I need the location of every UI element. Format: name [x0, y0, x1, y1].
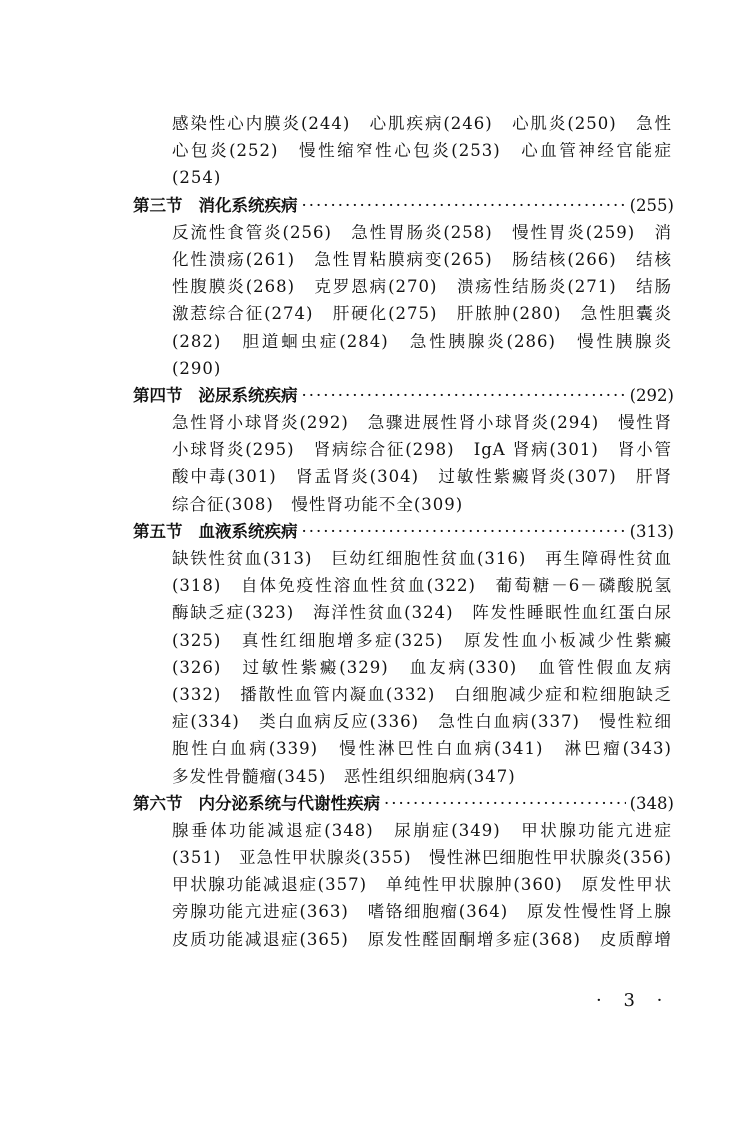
section-page: (313)	[629, 521, 674, 541]
toc-entry-line: 缺铁性贫血(313) 巨幼红细胞性贫血(316) 再生障碍性贫血	[172, 549, 672, 568]
section-heading	[133, 192, 674, 219]
section-page: (348)	[629, 793, 674, 813]
table-of-contents	[0, 110, 736, 953]
toc-entry-line: 化性溃疡(261) 急性胃粘膜病变(265) 肠结核(266) 结核	[172, 249, 672, 269]
toc-entry-line: (326) 过敏性紫癜(329) 血友病(330) 血管性假血友病	[172, 657, 672, 677]
toc-entry-line: (318) 自体免疫性溶血性贫血(322) 葡萄糖－6－磷酸脱氢	[172, 576, 672, 596]
toc-entry-line: (282) 胆道蛔虫症(284) 急性胰腺炎(286) 慢性胰腺炎	[172, 331, 672, 351]
toc-entry-line: (290)	[172, 358, 222, 378]
dot-leader	[302, 382, 626, 409]
toc-entry-line: (325) 真性红细胞增多症(325) 原发性血小板减少性紫癜	[172, 630, 672, 650]
section-page: (292)	[629, 385, 674, 405]
page-number: · 3 ·	[596, 990, 671, 1011]
toc-entry-line: 胞性白血病(339) 慢性淋巴性白血病(341) 淋巴瘤(343)	[172, 739, 672, 759]
section-title: 血液系统疾病	[198, 521, 298, 541]
toc-entry-line: 心包炎(252) 慢性缩窄性心包炎(253) 心血管神经官能症	[172, 141, 672, 161]
toc-entry-line: 性腹膜炎(268) 克罗恩病(270) 溃疡性结肠炎(271) 结肠	[172, 277, 672, 297]
section-title: 泌尿系统疾病	[198, 385, 298, 405]
toc-entry-line: 皮质功能减退症(365) 原发性醛固酮增多症(368) 皮质醇增	[172, 929, 672, 949]
dot-leader	[384, 790, 626, 817]
toc-entry-line: 甲状腺功能减退症(357) 单纯性甲状腺肿(360) 原发性甲状	[172, 875, 672, 895]
toc-entry-line: 感染性心内膜炎(244) 心肌疾病(246) 心肌炎(250) 急性	[172, 114, 672, 133]
section-number: 第五节	[133, 521, 183, 541]
section-number: 第六节	[133, 793, 183, 813]
toc-entry-line: 综合征(308) 慢性肾功能不全(309)	[172, 494, 464, 514]
section-heading	[133, 518, 674, 545]
section-title: 消化系统疾病	[198, 195, 298, 215]
toc-entry-line: (351) 亚急性甲状腺炎(355) 慢性淋巴细胞性甲状腺炎(356)	[172, 848, 672, 868]
section-number: 第四节	[133, 385, 183, 405]
section-number: 第三节	[133, 195, 183, 215]
section-heading	[133, 790, 674, 817]
toc-entry-line: 旁腺功能亢进症(363) 嗜铬细胞瘤(364) 原发性慢性肾上腺	[172, 902, 672, 922]
toc-entry-line: 症(334) 类白血病反应(336) 急性白血病(337) 慢性粒细	[172, 712, 672, 732]
section-page: (255)	[629, 195, 674, 215]
toc-entry-line: 多发性骨髓瘤(345) 恶性组织细胞病(347)	[172, 766, 516, 786]
toc-entry-line: (254)	[172, 168, 222, 188]
toc-entry-line: 酸中毒(301) 肾盂肾炎(304) 过敏性紫癜肾炎(307) 肝肾	[172, 467, 672, 487]
toc-entry-line: 腺垂体功能减退症(348) 尿崩症(349) 甲状腺功能亢进症	[172, 820, 672, 840]
toc-entry-line: 急性肾小球肾炎(292) 急骤进展性肾小球肾炎(294) 慢性肾	[172, 413, 672, 433]
toc-entry-line: 反流性食管炎(256) 急性胃肠炎(258) 慢性胃炎(259) 消	[172, 222, 672, 242]
dot-leader	[302, 518, 626, 545]
dot-leader	[302, 192, 626, 219]
toc-entry-line: 激惹综合征(274) 肝硬化(275) 肝脓肿(280) 急性胆囊炎	[172, 304, 672, 324]
section-title: 内分泌系统与代谢性疾病	[198, 793, 380, 813]
toc-entry-line: 小球肾炎(295) 肾病综合征(298) IgA 肾病(301) 肾小管	[172, 440, 672, 460]
section-heading	[133, 382, 674, 409]
toc-entry-line: (332) 播散性血管内凝血(332) 白细胞减少症和粒细胞缺乏	[172, 684, 672, 704]
toc-entry-line: 酶缺乏症(323) 海洋性贫血(324) 阵发性睡眠性血红蛋白尿	[172, 603, 672, 623]
